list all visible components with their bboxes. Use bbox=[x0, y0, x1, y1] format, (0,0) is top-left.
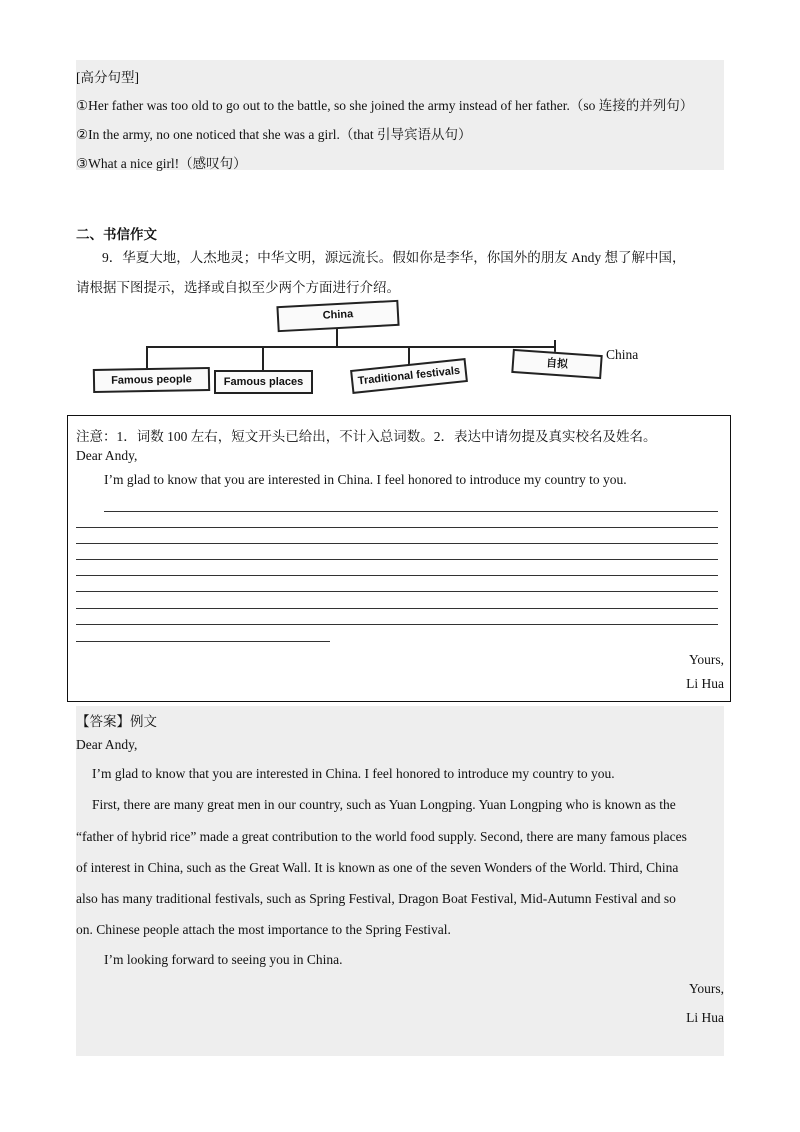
question-line-2: 请根据下图提示，选择或自拟至少两个方面进行介绍。 bbox=[76, 280, 400, 295]
answer-closing: Yours, bbox=[688, 981, 724, 996]
answer-paragraph-2-line: of interest in China, such as the Great Wall. It is known as one of the seven Wonders of the World. Third, China bbox=[76, 860, 679, 875]
writing-opening: I’m glad to know that you are interested in China. I feel honored to introduce my country to you. bbox=[104, 472, 627, 487]
writing-line bbox=[76, 641, 330, 642]
sentence-pattern-1: ①Her father was too old to go out to the battle, so she joined the army instead of her father.（so 连接的并列句） bbox=[76, 98, 694, 113]
writing-note: 注意：1．词数 100 左右，短文开头已给出，不计入总词数。2．表达中请勿提及真实校名及姓名。 bbox=[76, 429, 657, 444]
writing-greeting: Dear Andy, bbox=[76, 448, 138, 463]
writing-line bbox=[76, 608, 718, 609]
answer-greeting: Dear Andy, bbox=[76, 737, 138, 752]
diagram-node-famous-places: Famous places bbox=[214, 370, 313, 394]
answer-paragraph-2-line: on. Chinese people attach the most importance to the Spring Festival. bbox=[76, 922, 451, 937]
answer-paragraph-2-line: First, there are many great men in our country, such as Yuan Longping. Yuan Longping who is known as the bbox=[92, 797, 676, 812]
diagram-node-custom: 自拟 bbox=[511, 349, 602, 379]
writing-signature: Li Hua bbox=[686, 676, 724, 691]
diagram-branch-line bbox=[146, 346, 556, 348]
diagram-node-traditional-festivals: Traditional festivals bbox=[350, 358, 468, 394]
sentence-pattern-3: ③What a nice girl!（感叹句） bbox=[76, 156, 247, 171]
diagram-connector bbox=[336, 328, 338, 346]
writing-line bbox=[76, 624, 718, 625]
section-title: 二、书信作文 bbox=[76, 227, 157, 242]
sentence-patterns-heading: [高分句型] bbox=[76, 70, 139, 85]
answer-paragraph-2-line: “father of hybrid rice” made a great contribution to the world food supply. Second, there are many famous places bbox=[76, 829, 687, 844]
answer-box bbox=[76, 706, 724, 1056]
answer-paragraph-2-line: also has many traditional festivals, such as Spring Festival, Dragon Boat Festival, Mid-Autumn Festival and so bbox=[76, 891, 676, 906]
writing-line bbox=[76, 591, 718, 592]
diagram-node-famous-people: Famous people bbox=[93, 367, 210, 393]
answer-signature: Li Hua bbox=[686, 1010, 724, 1025]
diagram-connector bbox=[554, 340, 556, 352]
diagram-side-label: China bbox=[606, 347, 639, 362]
question-line-1: 9．华夏大地，人杰地灵；中华文明，源远流长。假如你是李华，你国外的朋友 Andy 想了解中国， bbox=[102, 250, 686, 265]
writing-line bbox=[76, 543, 718, 544]
sentence-pattern-2: ②In the army, no one noticed that she was a girl.（that 引导宾语从句） bbox=[76, 127, 472, 142]
answer-label: 【答案】例文 bbox=[76, 714, 157, 729]
diagram-connector bbox=[146, 346, 148, 368]
writing-line bbox=[104, 511, 718, 512]
diagram-root-node: China bbox=[276, 300, 399, 332]
writing-line bbox=[76, 527, 718, 528]
writing-line bbox=[76, 575, 718, 576]
topic-diagram bbox=[76, 300, 566, 400]
answer-paragraph-3: I’m looking forward to seeing you in China. bbox=[104, 952, 343, 967]
writing-line bbox=[76, 559, 718, 560]
answer-paragraph-1: I’m glad to know that you are interested in China. I feel honored to introduce my country to you. bbox=[92, 766, 615, 781]
writing-closing: Yours, bbox=[688, 652, 724, 667]
diagram-connector bbox=[262, 346, 264, 370]
